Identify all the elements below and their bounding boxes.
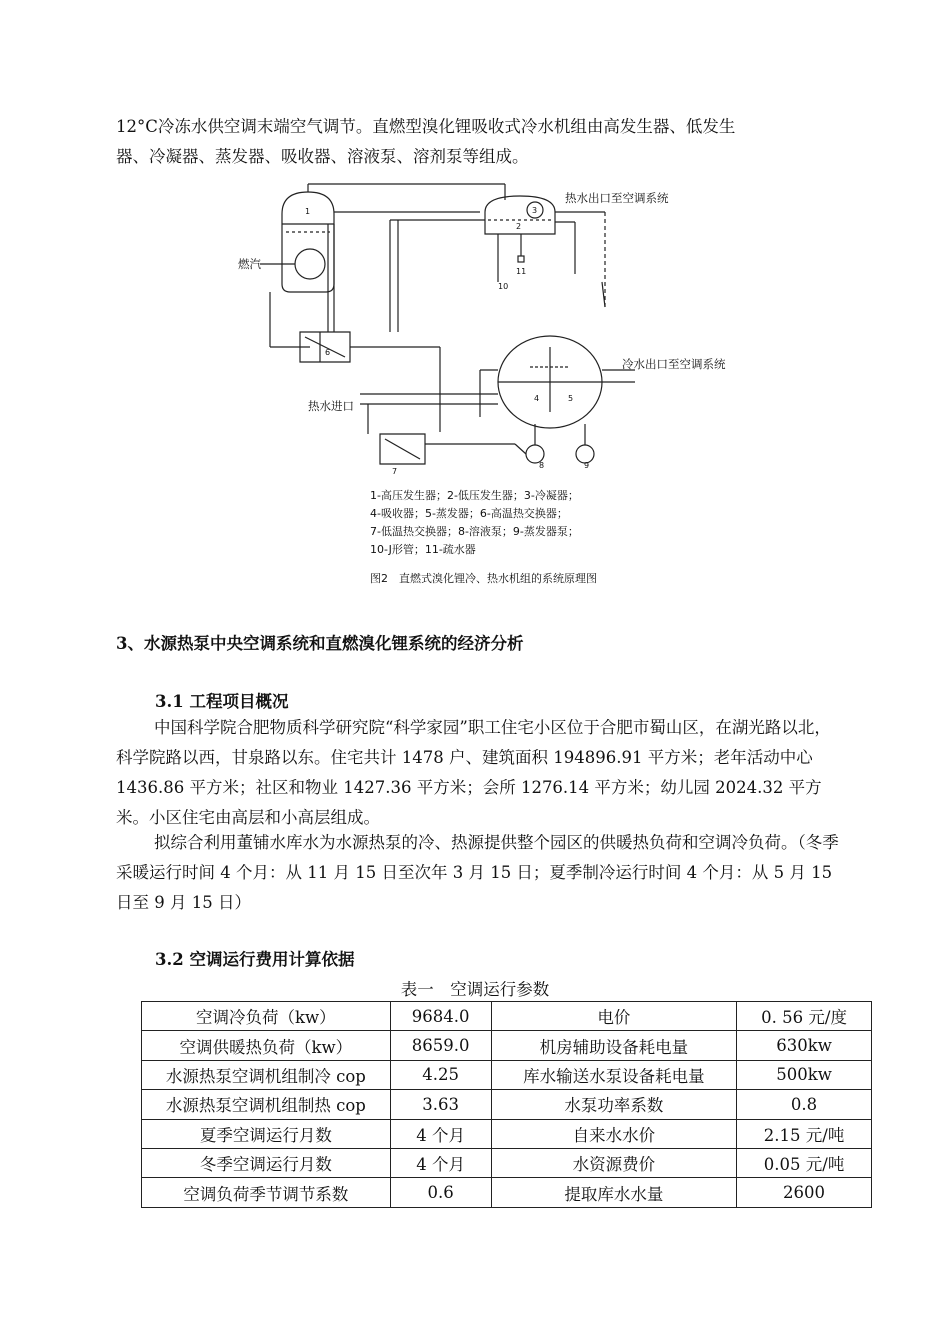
label-n7: 7 [392, 467, 398, 476]
table-cell: 库水输送水泵设备耗电量 [491, 1060, 737, 1089]
label-n5: 5 [568, 394, 574, 403]
table-row [142, 1119, 872, 1148]
label-n2: 2 [516, 222, 522, 231]
table-cell: 4 个月 [390, 1119, 491, 1148]
table-cell: 0. 56 元/度 [737, 1002, 872, 1031]
table-row [142, 1031, 872, 1060]
table-cell: 机房辅助设备耗电量 [491, 1031, 737, 1060]
label-n11: 11 [516, 267, 527, 276]
table-cell: 提取库水水量 [491, 1178, 737, 1207]
label-hot-water-in: 热水进口 [308, 399, 354, 413]
intro-line-2: 器、冷凝器、蒸发器、吸收器、溶液泵、溶剂泵等组成。 [116, 147, 529, 166]
operating-parameters-table [141, 1001, 872, 1208]
table-row [142, 1178, 872, 1207]
label-n1: 1 [305, 207, 311, 216]
table-row [142, 1002, 872, 1031]
table-cell: 2600 [737, 1178, 872, 1207]
diagram-legend [370, 487, 579, 559]
table-row [142, 1090, 872, 1119]
table-cell: 3.63 [390, 1090, 491, 1119]
table-cell: 夏季空调运行月数 [142, 1119, 391, 1148]
intro-line-1: 12°C冷冻水供空调末端空气调节。直燃型溴化锂吸收式冷水机组由高发生器、低发生 [116, 117, 736, 136]
table-cell: 0.8 [737, 1090, 872, 1119]
table-caption: 表一 空调运行参数 [400, 980, 550, 999]
label-n6: 6 [325, 348, 331, 357]
label-fuel-gas: 燃汽 [238, 257, 261, 271]
section-3-1-paragraph-1: 中国科学院合肥物质科学研究院“科学家园”职工住宅小区位于合肥市蜀山区，在湖光路以北，科学院路以西，甘泉路以东。住宅共计 1478 户、建筑面积 194896.91 平方米；老年活动中心 1436.86 平方米；社区和物业 1427.36 平方米；会所 1276.14 平方米；幼儿园 2024.32 平方米。小区住宅由高层和小高层组成。 [116, 718, 831, 827]
table-cell: 4.25 [390, 1060, 491, 1089]
label-n4: 4 [534, 394, 540, 403]
label-hot-water-out: 热水出口至空调系统 [565, 191, 669, 205]
table-row [142, 1148, 872, 1177]
label-n10: 10 [498, 282, 509, 291]
system-diagram [230, 172, 730, 602]
schematic-drawing [230, 172, 730, 492]
section-3-1-paragraph-2: 拟综合利用董铺水库水为水源热泵的冷、热源提供整个园区的供暖热负荷和空调冷负荷。（冬季采暖运行时间 4 个月：从 11 月 15 日至次年 3 月 15 日；夏季制冷运行时间 4 个月：从 5 月 15 日至 9 月 15 日） [116, 833, 839, 912]
section-3-2-title: 3.2 空调运行费用计算依据 [155, 950, 355, 969]
table-cell: 空调供暖热负荷（kw） [142, 1031, 391, 1060]
table-row [142, 1060, 872, 1089]
table-cell: 空调冷负荷（kw） [142, 1002, 391, 1031]
table-cell: 0.6 [390, 1178, 491, 1207]
table-cell: 水泵功率系数 [491, 1090, 737, 1119]
table-cell: 空调负荷季节调节系数 [142, 1178, 391, 1207]
table-cell: 4 个月 [390, 1148, 491, 1177]
label-chilled-water-out: 冷水出口至空调系统 [622, 357, 726, 371]
table-cell: 水资源费价 [491, 1148, 737, 1177]
table-cell: 水源热泵空调机组制冷 cop [142, 1060, 391, 1089]
section-3-1-title: 3.1 工程项目概况 [155, 692, 289, 711]
label-n3: 3 [532, 206, 538, 215]
label-n9: 9 [584, 461, 590, 470]
table-cell: 0.05 元/吨 [737, 1148, 872, 1177]
label-n8: 8 [539, 461, 545, 470]
legend-line: 4-吸收器；5-蒸发器；6-高温热交换器； [370, 507, 568, 520]
legend-line: 1-高压发生器；2-低压发生器；3-冷凝器； [370, 489, 579, 502]
table-cell: 500kw [737, 1060, 872, 1089]
figure-caption: 图2 直燃式溴化锂冷、热水机组的系统原理图 [370, 572, 597, 585]
legend-line: 7-低温热交换器；8-溶液泵；9-蒸发器泵； [370, 525, 579, 538]
table-cell: 8659.0 [390, 1031, 491, 1060]
legend-line: 10-J形管；11-疏水器 [370, 543, 476, 556]
table-cell: 2.15 元/吨 [737, 1119, 872, 1148]
table-cell: 9684.0 [390, 1002, 491, 1031]
table-cell: 630kw [737, 1031, 872, 1060]
table-cell: 电价 [491, 1002, 737, 1031]
table-cell: 冬季空调运行月数 [142, 1148, 391, 1177]
section-3-title: 3、水源热泵中央空调系统和直燃溴化锂系统的经济分析 [116, 634, 524, 653]
table-cell: 自来水水价 [491, 1119, 737, 1148]
table-cell: 水源热泵空调机组制热 cop [142, 1090, 391, 1119]
